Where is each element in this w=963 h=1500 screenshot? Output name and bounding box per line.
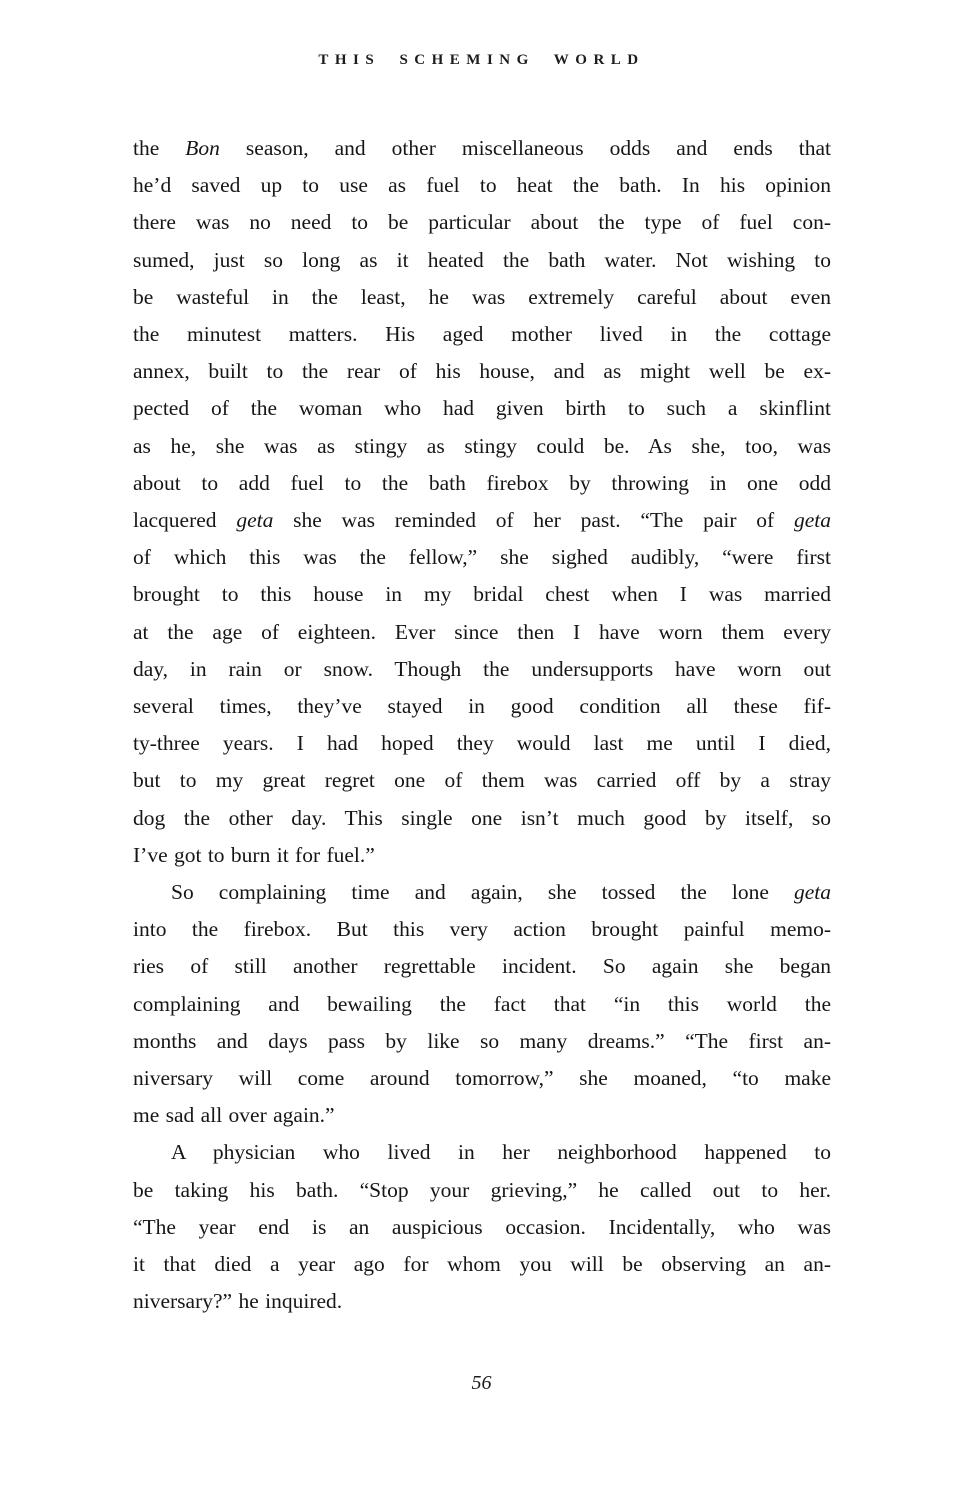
text-line: at the age of eighteen. Ever since then I have worn them every (133, 619, 831, 644)
text-line: annex, built to the rear of his house, and as might well be ex- (133, 359, 831, 384)
text-line: be taking his bath. “Stop your grieving,” he called out to her. (133, 1177, 831, 1202)
text-line: the minutest matters. His aged mother lived in the cottage (133, 322, 831, 347)
text-line: day, in rain or snow. Though the undersupports have worn out (133, 656, 831, 681)
text-line: dog the other day. This single one isn’t much good by itself, so (133, 805, 831, 830)
text-line: A physician who lived in her neighborhood happened to (171, 1140, 831, 1165)
paragraph (133, 1134, 831, 1320)
text-line: into the firebox. But this very action brought painful memo- (133, 917, 831, 942)
text-line: as he, she was as stingy as stingy could be. As she, too, was (133, 433, 831, 458)
text-line: it that died a year ago for whom you will be observing an an- (133, 1252, 831, 1277)
text-line: niversary?” he inquired. (133, 1289, 343, 1314)
text-line: brought to this house in my bridal chest when I was married (133, 582, 831, 607)
text-line: ries of still another regrettable incident. So again she began (133, 954, 831, 979)
text-line: I’ve got to burn it for fuel.” (133, 842, 375, 867)
text-line: several times, they’ve stayed in good condition all these fif- (133, 694, 831, 719)
text-line: ty-three years. I had hoped they would last me until I died, (133, 731, 831, 756)
text-line: So complaining time and again, she tossed the lone geta (171, 880, 831, 905)
paragraph (133, 874, 831, 1134)
text-line: of which this was the fellow,” she sighed audibly, “were first (133, 545, 831, 570)
text-line: lacquered geta she was reminded of her past. “The pair of geta (133, 508, 831, 533)
paragraph (133, 130, 831, 874)
body-text (133, 130, 831, 1321)
text-line: about to add fuel to the bath firebox by throwing in one odd (133, 470, 831, 495)
text-line: me sad all over again.” (133, 1103, 335, 1128)
text-line: months and days pass by like so many dreams.” “The first an- (133, 1028, 831, 1053)
text-line: sumed, just so long as it heated the bath water. Not wishing to (133, 247, 831, 272)
page-number: 56 (471, 1372, 492, 1394)
text-line: but to my great regret one of them was carried off by a stray (133, 768, 831, 793)
text-line: niversary will come around tomorrow,” she moaned, “to make (133, 1066, 831, 1091)
text-line: the Bon season, and other miscellaneous odds and ends that (133, 136, 831, 160)
text-line: “The year end is an auspicious occasion. Incidentally, who was (133, 1214, 831, 1239)
text-line: be wasteful in the least, he was extremely careful about even (133, 284, 831, 309)
text-line: there was no need to be particular about the type of fuel con- (133, 210, 831, 235)
text-line: he’d saved up to use as fuel to heat the bath. In his opinion (133, 173, 831, 198)
text-line: complaining and bewailing the fact that “in this world the (133, 991, 831, 1016)
text-line: pected of the woman who had given birth to such a skinflint (133, 396, 831, 421)
running-head: THIS SCHEMING WORLD (318, 52, 645, 68)
